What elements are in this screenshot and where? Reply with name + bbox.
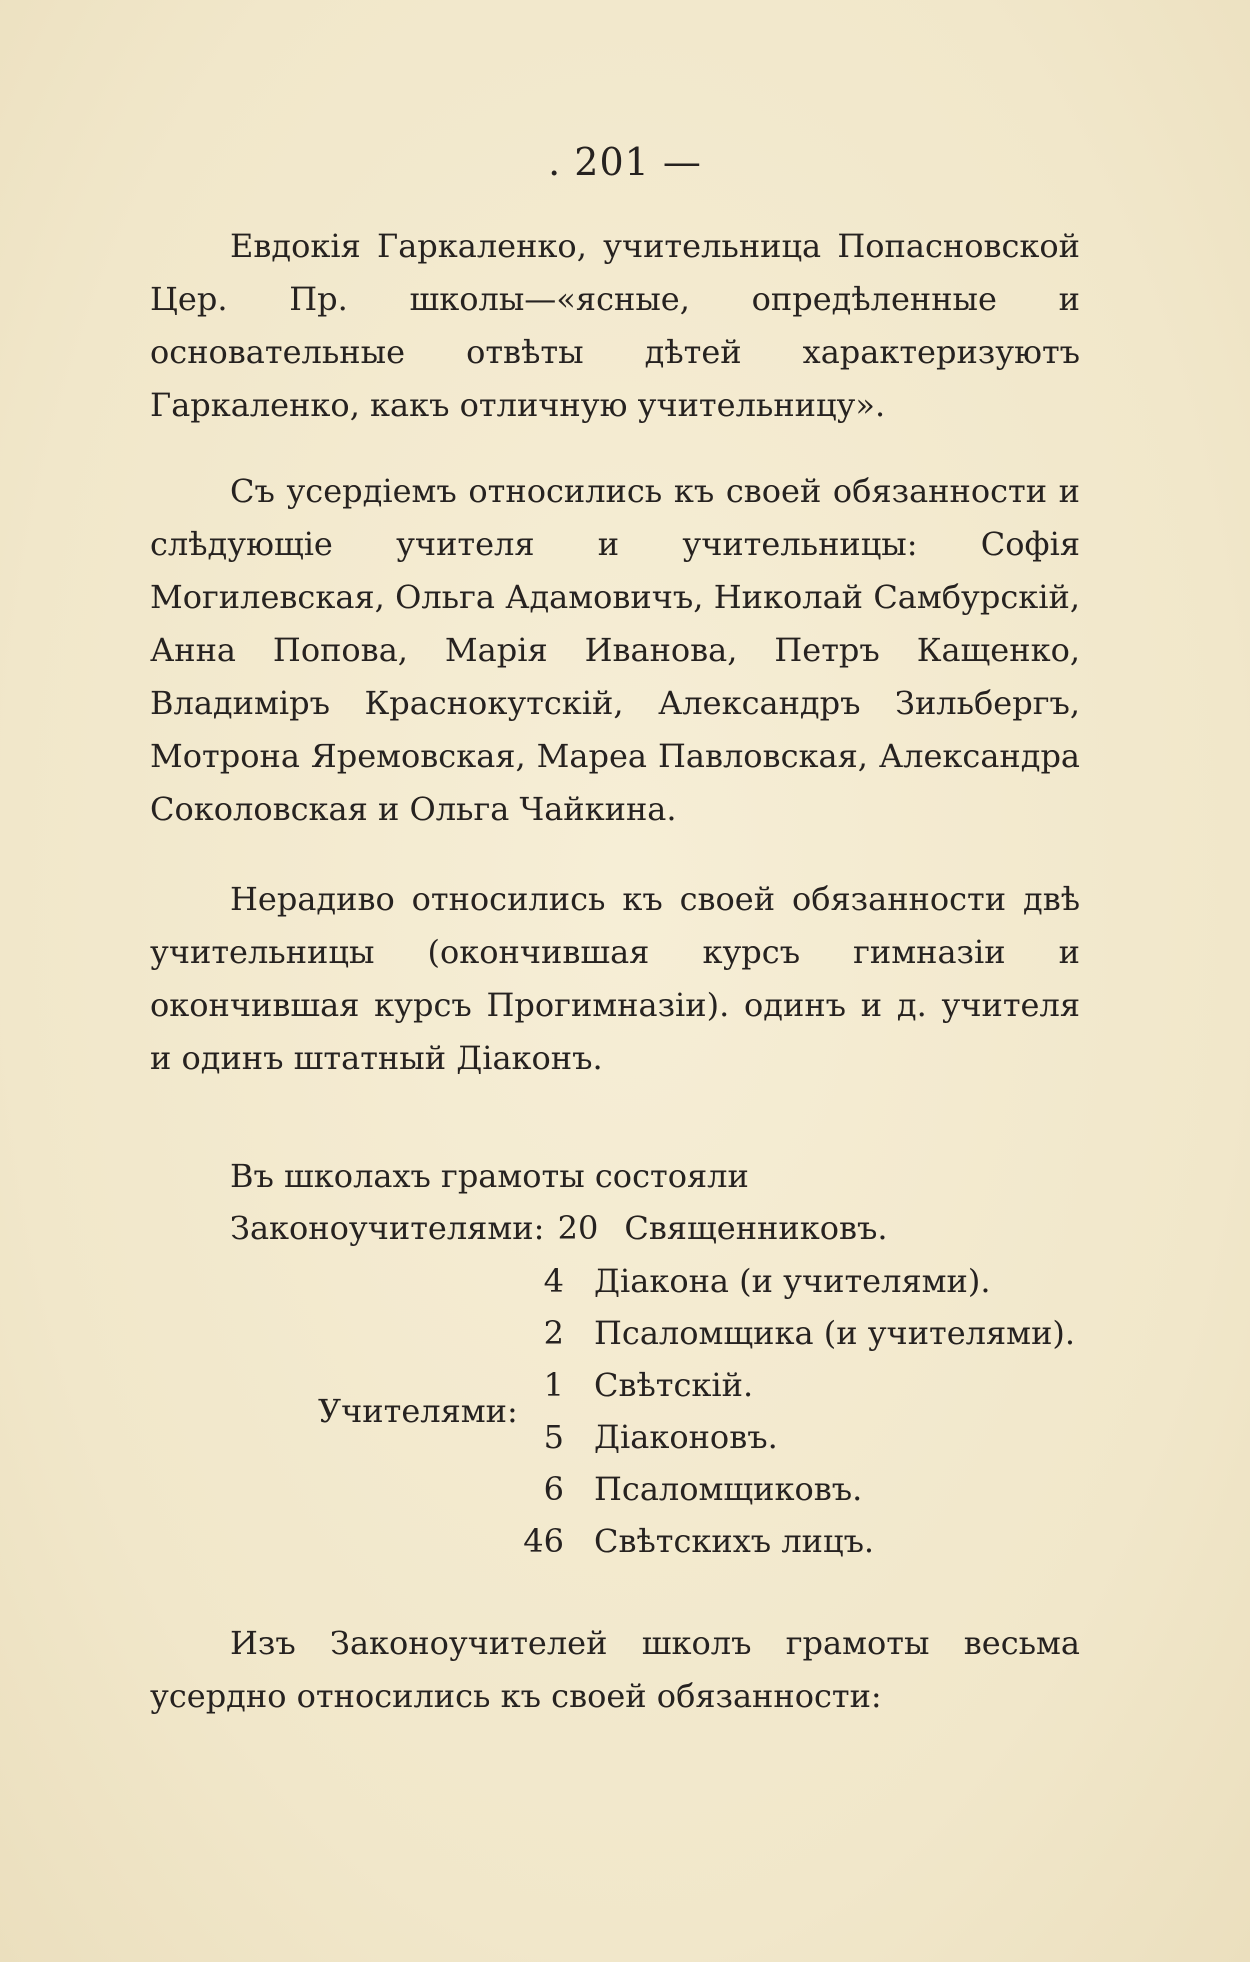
paragraph-garkalenko: Евдокія Гаркаленко, учительница Попасновской Цер. Пр. школы—«ясные, опредѣленные и основательные отвѣты дѣтей характеризуютъ Гаркаленко, какъ отличную учительницу». [150, 227, 1080, 424]
row-count: 46 [523, 1522, 564, 1560]
teachers-row [520, 1515, 1075, 1567]
row-type: Діаконовъ. [594, 1418, 778, 1456]
row-type: Свѣтскихъ лицъ. [594, 1522, 875, 1560]
row-count: 1 [543, 1366, 564, 1404]
row-type: Псаломщика (и учителями). [594, 1314, 1076, 1352]
row-type: Псаломщиковъ. [594, 1470, 863, 1508]
paragraph-diligent-teachers: Съ усердіемъ относились къ своей обязанности и слѣдующіе учителя и учительницы: Софія Могилевская, Ольга Адамовичъ, Николай Самбурскій, Анна Попова, Марія Иванова, Петръ Кащенко, Владиміръ Краснокутскій, Александръ Зильбергъ, Мотрона Яремовская, Мареа Павловская, Александра Соколовская и Ольга Чайкина. [150, 472, 1080, 828]
row-count: 4 [543, 1262, 564, 1300]
teachers-label: Учителями: [318, 1392, 518, 1430]
page-number: . 201 — [548, 140, 702, 184]
law-teachers-count: 20 [557, 1209, 599, 1247]
row-count: 6 [543, 1470, 564, 1508]
row-type: Діакона (и учителями). [594, 1262, 991, 1300]
teachers-list [520, 1255, 1075, 1567]
paragraph-negligent-teachers: Нерадиво относились къ своей обязанности двѣ учительницы (окончившая курсъ гимназіи и окончившая курсъ Прогимназіи). одинъ и д. учителя и одинъ штатный Діаконъ. [150, 880, 1080, 1077]
schools-intro: Въ школахъ грамоты состояли [230, 1157, 749, 1195]
teachers-row [520, 1255, 1075, 1307]
law-teachers-label: Законоучителями: [230, 1209, 545, 1247]
teachers-row [520, 1307, 1075, 1359]
teachers-row [520, 1359, 1075, 1411]
teachers-row [520, 1463, 1075, 1515]
law-teachers-row [230, 1202, 888, 1255]
row-type: Свѣтскій. [594, 1366, 754, 1404]
paragraph-law-teachers-diligent: Изъ Законоучителей школъ грамоты весьма усердно относились къ своей обязанности: [150, 1624, 1080, 1715]
row-count: 5 [543, 1418, 564, 1456]
law-teachers-type: Священниковъ. [624, 1209, 888, 1247]
teachers-row [520, 1411, 1075, 1463]
row-count: 2 [543, 1314, 564, 1352]
